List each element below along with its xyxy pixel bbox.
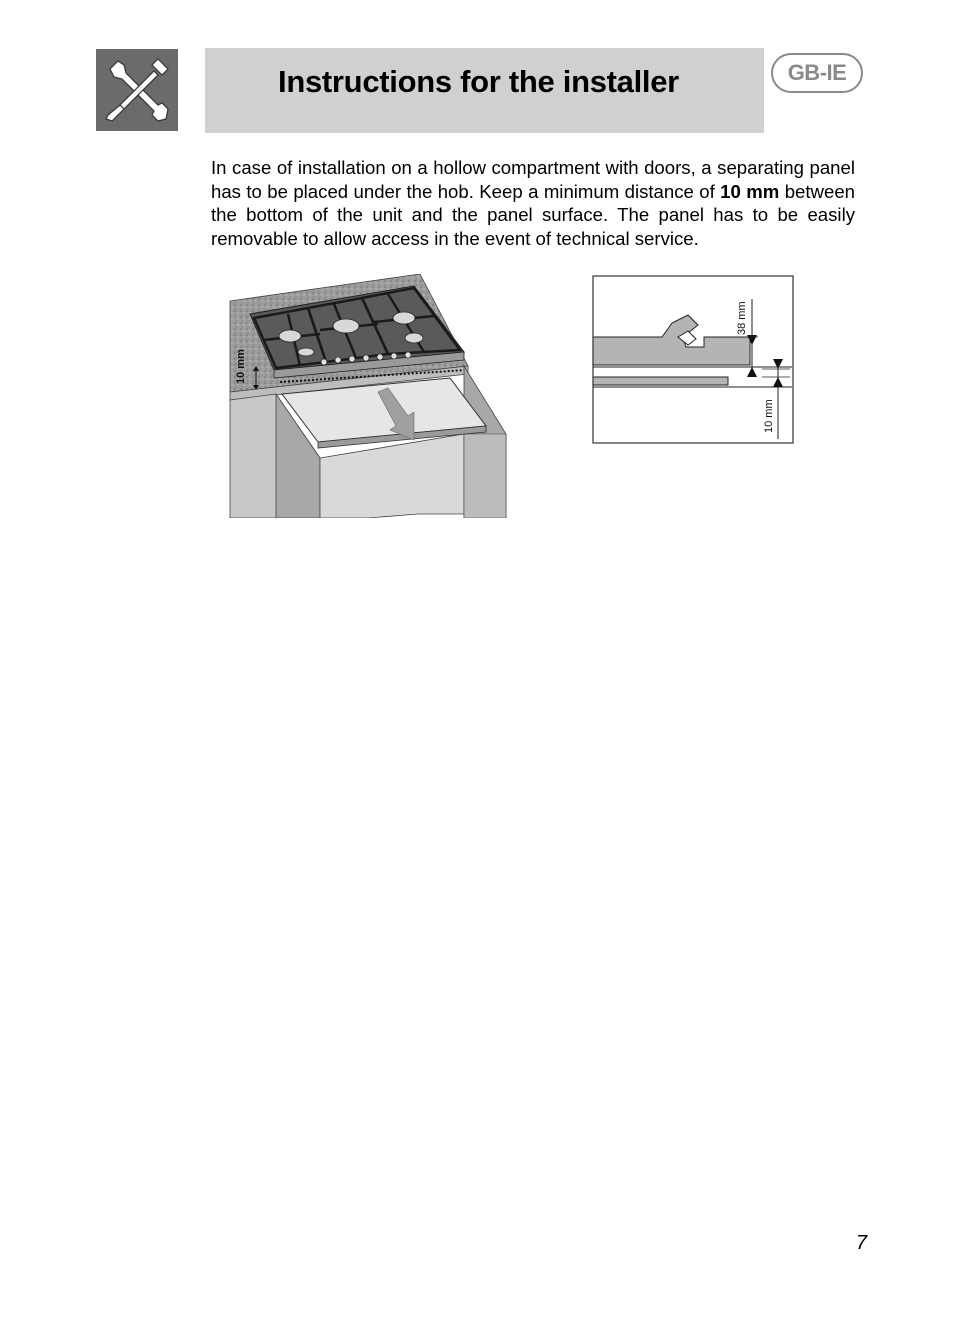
right-bottom-dimension-label: 10 mm [763, 399, 775, 433]
paragraph-text-1: In case of installation on a hollow compartment with doors, a separating panel has to be placed under the hob. Keep a minimum distance of [211, 157, 855, 202]
instruction-paragraph [211, 156, 855, 250]
language-badge: GB-IE [771, 53, 863, 93]
page-number: 7 [856, 1232, 868, 1254]
left-dimension-label: 10 mm [235, 349, 247, 384]
installer-logo [96, 49, 178, 131]
paragraph-text-2: between the bottom of the unit and the panel surface. The panel has to be easily removable to allow access in the event of technical service. [211, 180, 856, 249]
paragraph-bold-distance: 10 mm [720, 180, 780, 202]
page-title: Instructions for the installer [278, 64, 679, 99]
header-bar [205, 48, 764, 133]
right-top-dimension-label: 38 mm [736, 301, 748, 335]
section-detail-diagram [592, 275, 795, 445]
wrench-screwdriver-icon [96, 49, 178, 131]
hob-installation-illustration [228, 274, 510, 518]
